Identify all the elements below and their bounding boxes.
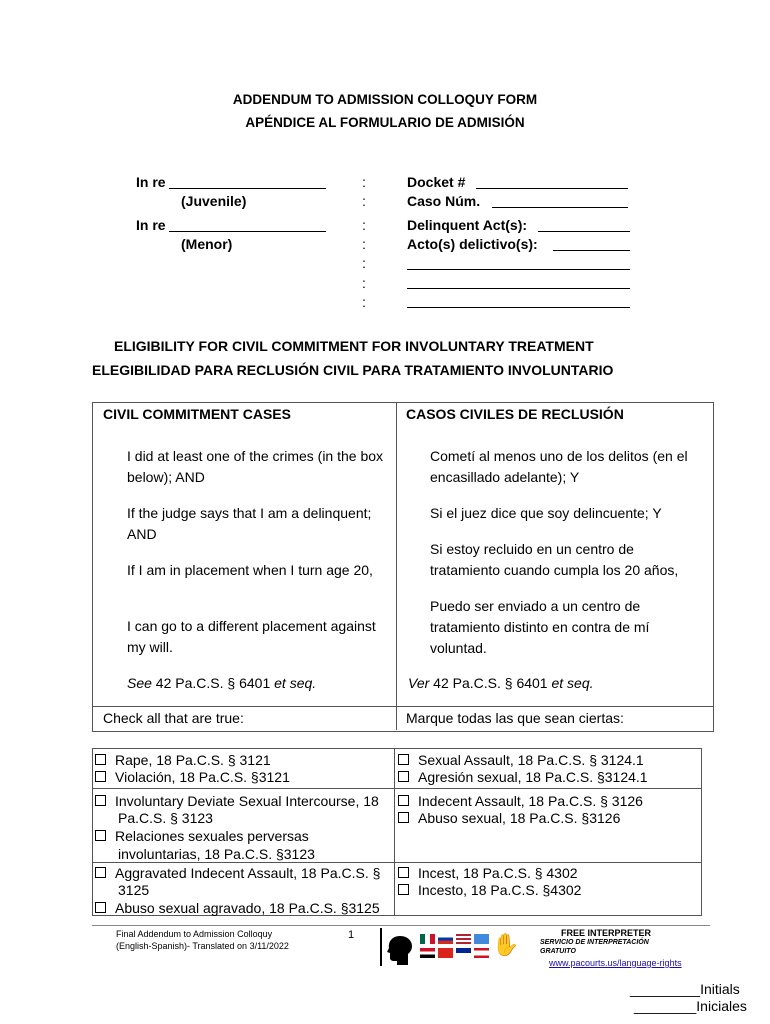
offense-aggravated-en-cont: 3125 [118,882,150,898]
es-item-1: Cometí al menos uno de los delitos (en el encasillado adelante); Y [430,448,688,485]
offense-sexual-assault-es[interactable]: Agresión sexual, 18 Pa.C.S. §3124.1 [398,768,648,786]
acto-label: Acto(s) delictivo(s): [407,236,538,252]
language-rights-link[interactable]: www.pacourts.us/language-rights [549,958,682,968]
flag-haiti-icon [456,948,471,958]
es-item-3: Si estoy recluido en un centro de tratamiento cuando cumpla los 20 años, [430,541,679,578]
checkbox-icon[interactable] [398,884,409,895]
offense-rape-es[interactable]: Violación, 18 Pa.C.S. §3121 [95,768,290,786]
checkbox-icon[interactable] [398,771,409,782]
caso-label: Caso Núm. [407,193,481,209]
offense-idsi-en-cont: Pa.C.S. § 3123 [118,810,213,826]
form-title-en: ADDENDUM TO ADMISSION COLLOQUY FORM [232,92,538,107]
form-title-es: APÉNDICE AL FORMULARIO DE ADMISIÓN [245,115,525,130]
checkbox-icon[interactable] [95,771,106,782]
checkbox-icon[interactable] [398,795,409,806]
initials-row [630,981,740,997]
offense-indecent-es[interactable]: Abuso sexual, 18 Pa.C.S. §3126 [398,809,620,827]
initials-label: Initials [700,981,740,997]
checkbox-icon[interactable] [95,830,106,841]
offense-incest-en[interactable]: Incest, 18 Pa.C.S. § 4302 [398,864,578,882]
checkbox-icon[interactable] [95,867,106,878]
en-citation: See 42 Pa.C.S. § 6401 et seq. [127,675,317,691]
iniciales-row [634,998,747,1014]
checkbox-icon[interactable] [95,902,106,913]
juvenile-name-line[interactable] [169,188,326,189]
check-all-es: Marque todas las que sean ciertas: [406,710,624,726]
flag-somalia-icon [474,934,489,944]
sign-language-icon: ✋ [492,932,520,957]
servicio-label-2: GRATUITO [540,948,576,955]
offense-indecent-en[interactable]: Indecent Assault, 18 Pa.C.S. § 3126 [398,792,643,810]
table-divider [396,402,397,730]
flag-usa-icon [456,934,471,944]
es-item-2: Si el juez dice que soy delincuente; Y [430,505,662,521]
checkbox-icon[interactable] [398,812,409,823]
flag-vietnam-icon [438,948,453,958]
page-number: 1 [348,929,355,941]
flag-mexico-icon [420,934,435,944]
footer-form-name: Final Addendum to Admission Colloquy [116,929,273,939]
offense-sexual-assault-en[interactable]: Sexual Assault, 18 Pa.C.S. § 3124.1 [398,751,644,769]
offense-idsi-es-cont: involuntarias, 18 Pa.C.S. §3123 [118,846,315,862]
en-item-3: If I am in placement when I turn age 20, [127,562,373,578]
menor-label: (Menor) [181,236,233,252]
delinquent-act-line[interactable] [538,231,630,232]
interpreter-logo [380,928,532,966]
offense-aggravated-es[interactable]: Abuso sexual agravado, 18 Pa.C.S. §3125 [95,899,380,917]
delinquent-act-label: Delinquent Act(s): [407,217,528,233]
menor-name-line[interactable] [169,231,326,232]
in-re-label-2: In re [136,217,166,233]
free-interpreter-label: FREE INTERPRETER [561,928,652,938]
en-item-1: I did at least one of the crimes (in the box below); AND [127,448,384,485]
docket-line[interactable] [476,188,628,189]
offense-idsi-en[interactable]: Involuntary Deviate Sexual Intercourse, 18 [95,792,379,810]
es-citation: Ver 42 Pa.C.S. § 6401 et seq. [408,675,594,691]
initials-line[interactable]: _________ [630,981,701,997]
en-item-2: If the judge says that I am a delinquent; AND [127,505,372,542]
checkbox-icon[interactable] [95,754,106,765]
act-extra-line-1[interactable] [407,269,630,270]
offense-idsi-es[interactable]: Relaciones sexuales perversas [95,827,309,845]
es-item-4: Puedo ser enviado a un centro de tratamiento distinto en contra de mí voluntad. [430,598,650,656]
juvenile-label: (Juvenile) [181,193,247,209]
servicio-label-1: SERVICIO DE INTERPRETACIÓN [540,939,649,946]
eligibility-title-es: ELEGIBILIDAD PARA RECLUSIÓN CIVIL PARA TRATAMIENTO INVOLUNTARIO [92,362,614,378]
speaking-head-icon [384,932,416,966]
check-all-en: Check all that are true: [103,710,244,726]
footer-translated: (English-Spanish)- Translated on 3/11/2022 [116,941,289,951]
caso-line[interactable] [492,207,628,208]
offense-incest-es[interactable]: Incesto, 18 Pa.C.S. §4302 [398,881,581,899]
offense-aggravated-en[interactable]: Aggravated Indecent Assault, 18 Pa.C.S. § [95,864,380,882]
iniciales-line[interactable]: ________ [634,998,697,1014]
checkbox-icon[interactable] [95,795,106,806]
offense-rape-en[interactable]: Rape, 18 Pa.C.S. § 3121 [95,751,271,769]
checkbox-icon[interactable] [398,867,409,878]
act-extra-line-3[interactable] [407,307,630,308]
table-row-divider [92,706,713,707]
docket-label: Docket # [407,174,466,190]
header-casos-civiles: CASOS CIVILES DE RECLUSIÓN [406,406,624,422]
en-item-4: I can go to a different placement against my will. [127,618,376,655]
footer-rule [92,925,710,926]
iniciales-label: Iniciales [696,998,747,1014]
header-civil-commitment-cases: CIVIL COMMITMENT CASES [103,406,291,422]
in-re-label-1: In re [136,174,166,190]
checkbox-icon[interactable] [398,754,409,765]
flag-other-icon [474,948,489,958]
offenses-divider [394,748,395,915]
eligibility-title-en: ELIGIBILITY FOR CIVIL COMMITMENT FOR INVOLUNTARY TREATMENT [114,338,594,354]
acto-line[interactable] [553,250,630,251]
act-extra-line-2[interactable] [407,288,630,289]
flag-russia-icon [438,934,453,944]
flag-egypt-icon [420,948,435,958]
